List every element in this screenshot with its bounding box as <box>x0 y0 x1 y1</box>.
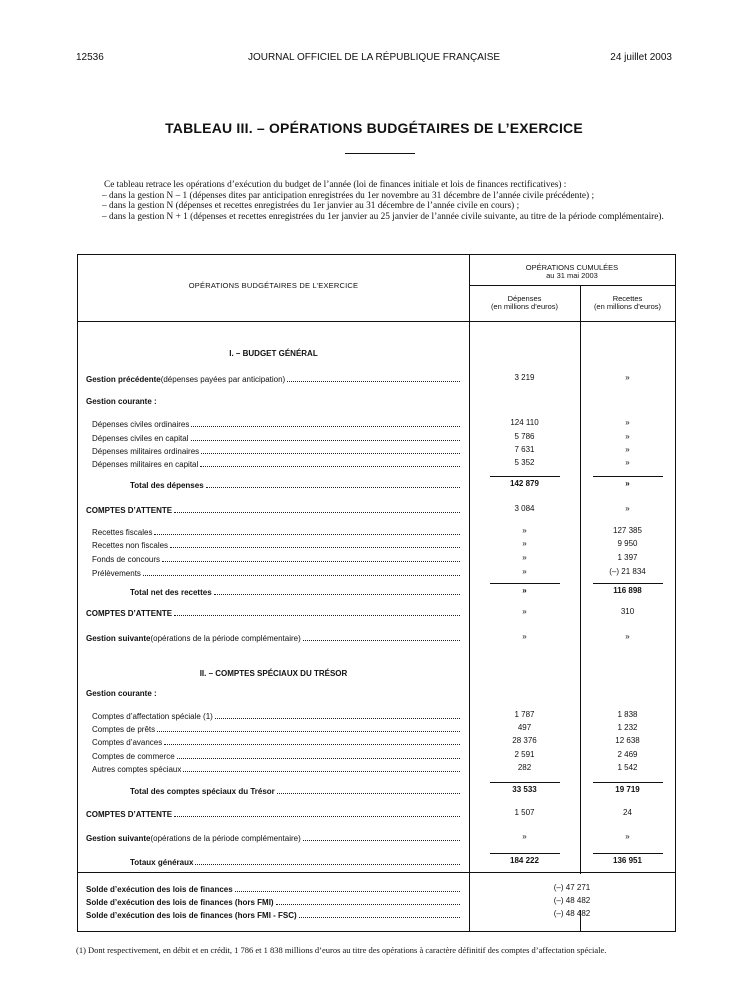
recettes-value: 1 838 <box>617 710 638 719</box>
row-label <box>86 397 462 406</box>
leader-dots <box>277 785 460 794</box>
col-depenses-label: Dépenses <box>507 294 542 303</box>
leader-dots <box>177 750 460 759</box>
intro-lead: Ce tableau retrace les opérations d’exécution du budget de l’année (loi de finances initiale et lois de finances rectificatives) : <box>104 180 567 190</box>
table-row <box>78 856 675 867</box>
header-recettes <box>580 295 675 311</box>
recettes-value: 2 469 <box>617 750 638 759</box>
table-row <box>78 763 675 774</box>
leader-dots <box>143 567 460 576</box>
row-label-text: Recettes fiscales <box>92 528 153 537</box>
total-underline <box>490 476 560 477</box>
depenses-value: » <box>522 607 527 616</box>
leader-dots <box>164 736 460 745</box>
row-label <box>86 832 462 843</box>
row-label <box>92 553 462 564</box>
leader-dots <box>235 883 460 892</box>
footnote: (1) Dont respectivement, en débit et en crédit, 1 786 et 1 838 millions d’euros au titre des opérations à caractère définitif des comptes d’affectation spéciale. <box>76 945 607 955</box>
table-row <box>78 736 675 747</box>
leader-dots <box>206 479 460 488</box>
row-label-text: Dépenses militaires ordinaires <box>92 447 200 456</box>
depenses-value: » <box>522 526 527 535</box>
leader-dots <box>214 586 460 595</box>
depenses-value: 184 222 <box>510 856 539 865</box>
row-label-text: Total des comptes spéciaux du Trésor <box>130 787 275 796</box>
row-label <box>86 808 462 819</box>
table-row <box>78 785 675 796</box>
row-label-text: Solde d’exécution des lois de finances (hors FMI - FSC) <box>86 911 297 920</box>
depenses-value: » <box>522 539 527 548</box>
total-underline <box>490 853 560 854</box>
col-unit: (en millions d’euros) <box>490 302 559 311</box>
depenses-value: 1 507 <box>514 808 535 817</box>
intro-text <box>96 180 676 222</box>
recettes-value: 1 397 <box>617 553 638 562</box>
table-row <box>78 418 675 429</box>
row-label <box>92 750 462 761</box>
leader-dots <box>299 909 460 918</box>
depenses-value: » <box>522 553 527 562</box>
recettes-value: » <box>625 432 630 441</box>
row-label <box>130 785 462 796</box>
row-label <box>92 418 462 429</box>
table-row <box>78 689 675 700</box>
leader-dots <box>174 607 460 616</box>
table-row <box>78 526 675 537</box>
depenses-value: 28 376 <box>512 736 537 745</box>
row-label <box>92 710 462 721</box>
depenses-value: » <box>522 832 527 841</box>
row-label-bold: COMPTES D’ATTENTE <box>86 506 173 515</box>
row-label-text: Comptes d’affectation spéciale (1) <box>92 712 213 721</box>
row-label-text: Prélèvements <box>92 569 141 578</box>
leader-dots <box>170 539 460 548</box>
row-label-bold: Gestion suivante <box>86 634 151 643</box>
recettes-value: 136 951 <box>613 856 642 865</box>
row-label <box>92 723 462 734</box>
depenses-value: 33 533 <box>512 785 537 794</box>
row-label <box>92 539 462 550</box>
table-row <box>78 909 675 920</box>
intro-bullet: – dans la gestion N + 1 (dépenses et recettes enregistrées du 1er janvier au 25 janvier de l’année civile suivante, au titre de la période complémentaire). <box>102 211 664 222</box>
row-label-bold: Gestion précédente <box>86 375 161 384</box>
row-label <box>130 586 462 597</box>
leader-dots <box>174 504 460 513</box>
row-label-text: Recettes non fiscales <box>92 541 169 550</box>
table-row <box>78 808 675 819</box>
row-label-text: (opérations de la période complémentaire) <box>150 834 301 843</box>
row-label-bold: Gestion suivante <box>86 834 151 843</box>
leader-dots <box>287 373 460 382</box>
depenses-value: 5 352 <box>514 458 535 467</box>
recettes-value: » <box>625 504 630 513</box>
recettes-value: 9 950 <box>617 539 638 548</box>
recettes-value: 19 719 <box>615 785 640 794</box>
title-rule <box>345 153 415 154</box>
table-row <box>78 832 675 843</box>
section-heading: II. – COMPTES SPÉCIAUX DU TRÉSOR <box>199 669 348 678</box>
publication-date: 24 juillet 2003 <box>610 52 672 63</box>
recettes-value: 12 638 <box>615 736 640 745</box>
table-row <box>78 632 675 643</box>
header-date: au 31 mai 2003 <box>546 271 598 280</box>
depenses-value: 142 879 <box>510 479 539 488</box>
leader-dots <box>276 896 460 905</box>
depenses-value: 497 <box>517 723 532 732</box>
row-label-bold: Gestion courante : <box>86 397 157 406</box>
total-underline <box>593 782 663 783</box>
row-label <box>86 896 462 907</box>
row-label <box>86 607 462 618</box>
solde-value: (–) 48 482 <box>553 896 591 905</box>
leader-dots <box>195 856 460 865</box>
header-cumulated <box>469 264 675 280</box>
table-row <box>78 397 675 408</box>
row-label-text: Comptes d’avances <box>92 738 163 747</box>
solde-value: (–) 48 482 <box>553 909 591 918</box>
row-label <box>92 526 462 537</box>
row-label <box>92 567 462 578</box>
depenses-value: 1 787 <box>514 710 535 719</box>
row-label-bold: COMPTES D’ATTENTE <box>86 609 173 618</box>
recettes-value: » <box>625 832 630 841</box>
total-underline <box>490 583 560 584</box>
leader-dots <box>154 526 460 535</box>
recettes-value: (–) 21 834 <box>609 567 646 576</box>
depenses-value: 5 786 <box>514 432 535 441</box>
solde-value: (–) 47 271 <box>553 883 591 892</box>
page-number: 12536 <box>76 52 104 63</box>
row-label-text: Dépenses civiles en capital <box>92 434 189 443</box>
row-label-text: Totaux généraux <box>130 858 194 867</box>
leader-dots <box>162 553 460 562</box>
table-row <box>78 723 675 734</box>
recettes-value: » <box>625 632 630 641</box>
table-row <box>78 883 675 894</box>
row-label-text: Comptes de commerce <box>92 752 175 761</box>
col-recettes-label: Recettes <box>612 294 643 303</box>
header-depenses <box>469 295 580 311</box>
recettes-value: » <box>625 445 630 454</box>
table-row <box>78 504 675 515</box>
table-row <box>78 553 675 564</box>
row-label <box>86 883 462 894</box>
total-underline <box>490 782 560 783</box>
row-label <box>130 856 462 867</box>
header-left: OPÉRATIONS BUDGÉTAIRES DE L’EXERCICE <box>188 281 359 290</box>
table-row <box>78 607 675 618</box>
depenses-value: » <box>522 586 527 595</box>
row-label-bold: Gestion courante : <box>86 689 157 698</box>
budget-table <box>77 254 676 932</box>
journal-title: JOURNAL OFFICIEL DE LA RÉPUBLIQUE FRANÇAISE <box>247 52 501 63</box>
leader-dots <box>303 832 460 841</box>
section-heading: I. – BUDGET GÉNÉRAL <box>229 349 318 358</box>
leader-dots <box>303 632 460 641</box>
leader-dots <box>215 710 460 719</box>
row-label-bold: COMPTES D’ATTENTE <box>86 810 173 819</box>
header-cumulated-label: OPÉRATIONS CUMULÉES <box>525 263 619 272</box>
depenses-value: 3 219 <box>514 373 535 382</box>
leader-dots <box>191 418 460 427</box>
row-label-text: Comptes de prêts <box>92 725 156 734</box>
recettes-value: 116 898 <box>613 586 642 595</box>
header-rule <box>78 321 675 322</box>
table-row <box>78 445 675 456</box>
row-label <box>86 909 462 920</box>
table-row <box>78 373 675 384</box>
recettes-value: » <box>625 458 630 467</box>
leader-dots <box>174 808 460 817</box>
recettes-value: 1 232 <box>617 723 638 732</box>
intro-bullets <box>96 191 676 223</box>
row-label-text: Total des dépenses <box>130 481 204 490</box>
row-label <box>86 504 462 515</box>
recettes-value: » <box>625 479 630 488</box>
total-underline <box>593 853 663 854</box>
intro-bullet: – dans la gestion N – 1 (dépenses dites par anticipation enregistrées du 1er novembre au 31 décembre de l’année civile précédente) ; <box>102 190 595 201</box>
depenses-value: » <box>522 567 527 576</box>
row-label-text: Autres comptes spéciaux <box>92 765 182 774</box>
recettes-value: 1 542 <box>617 763 638 772</box>
leader-dots <box>201 445 460 454</box>
leader-dots <box>191 432 461 441</box>
row-label <box>92 736 462 747</box>
header-subrule <box>469 285 675 286</box>
table-row <box>78 539 675 550</box>
table-row <box>78 586 675 597</box>
table-row <box>78 432 675 443</box>
row-label-text: (dépenses payées par anticipation) <box>160 375 286 384</box>
depenses-value: 124 110 <box>510 418 539 427</box>
table-row <box>78 479 675 490</box>
page-title: TABLEAU III. – OPÉRATIONS BUDGÉTAIRES DE L’EXERCICE <box>165 120 583 136</box>
row-label-text: Dépenses militaires en capital <box>92 460 199 469</box>
depenses-value: 3 084 <box>514 504 535 513</box>
row-label <box>92 432 462 443</box>
leader-dots <box>183 763 460 772</box>
row-label <box>92 458 462 469</box>
table-row <box>78 896 675 907</box>
recettes-value: 24 <box>623 808 632 817</box>
solde-rule <box>78 872 675 873</box>
leader-dots <box>157 723 460 732</box>
depenses-value: 282 <box>517 763 532 772</box>
row-label <box>86 689 462 698</box>
row-label <box>92 445 462 456</box>
table-row <box>78 567 675 578</box>
row-label <box>86 632 462 643</box>
recettes-value: » <box>625 418 630 427</box>
table-row <box>78 750 675 761</box>
depenses-value: 7 631 <box>514 445 535 454</box>
total-underline <box>593 476 663 477</box>
row-label-text: Solde d’exécution des lois de finances (hors FMI) <box>86 898 274 907</box>
row-label <box>92 763 462 774</box>
col-unit: (en millions d’euros) <box>593 302 662 311</box>
recettes-value: 127 385 <box>613 526 642 535</box>
recettes-value: 310 <box>620 607 635 616</box>
row-label-text: Dépenses civiles ordinaires <box>92 420 190 429</box>
depenses-value: 2 591 <box>514 750 535 759</box>
recettes-value: » <box>625 373 630 382</box>
total-underline <box>593 583 663 584</box>
row-label-text: Total net des recettes <box>130 588 212 597</box>
row-label-text: Fonds de concours <box>92 555 161 564</box>
row-label-text: (opérations de la période complémentaire) <box>150 634 301 643</box>
intro-bullet: – dans la gestion N (dépenses et recettes enregistrées du 1er janvier au 31 décembre de l’année civile en cours) ; <box>102 201 520 211</box>
table-row <box>78 458 675 469</box>
depenses-value: » <box>522 632 527 641</box>
table-row <box>78 710 675 721</box>
leader-dots <box>200 458 460 467</box>
row-label-text: Solde d’exécution des lois de finances <box>86 885 233 894</box>
row-label <box>130 479 462 490</box>
row-label <box>86 373 462 384</box>
